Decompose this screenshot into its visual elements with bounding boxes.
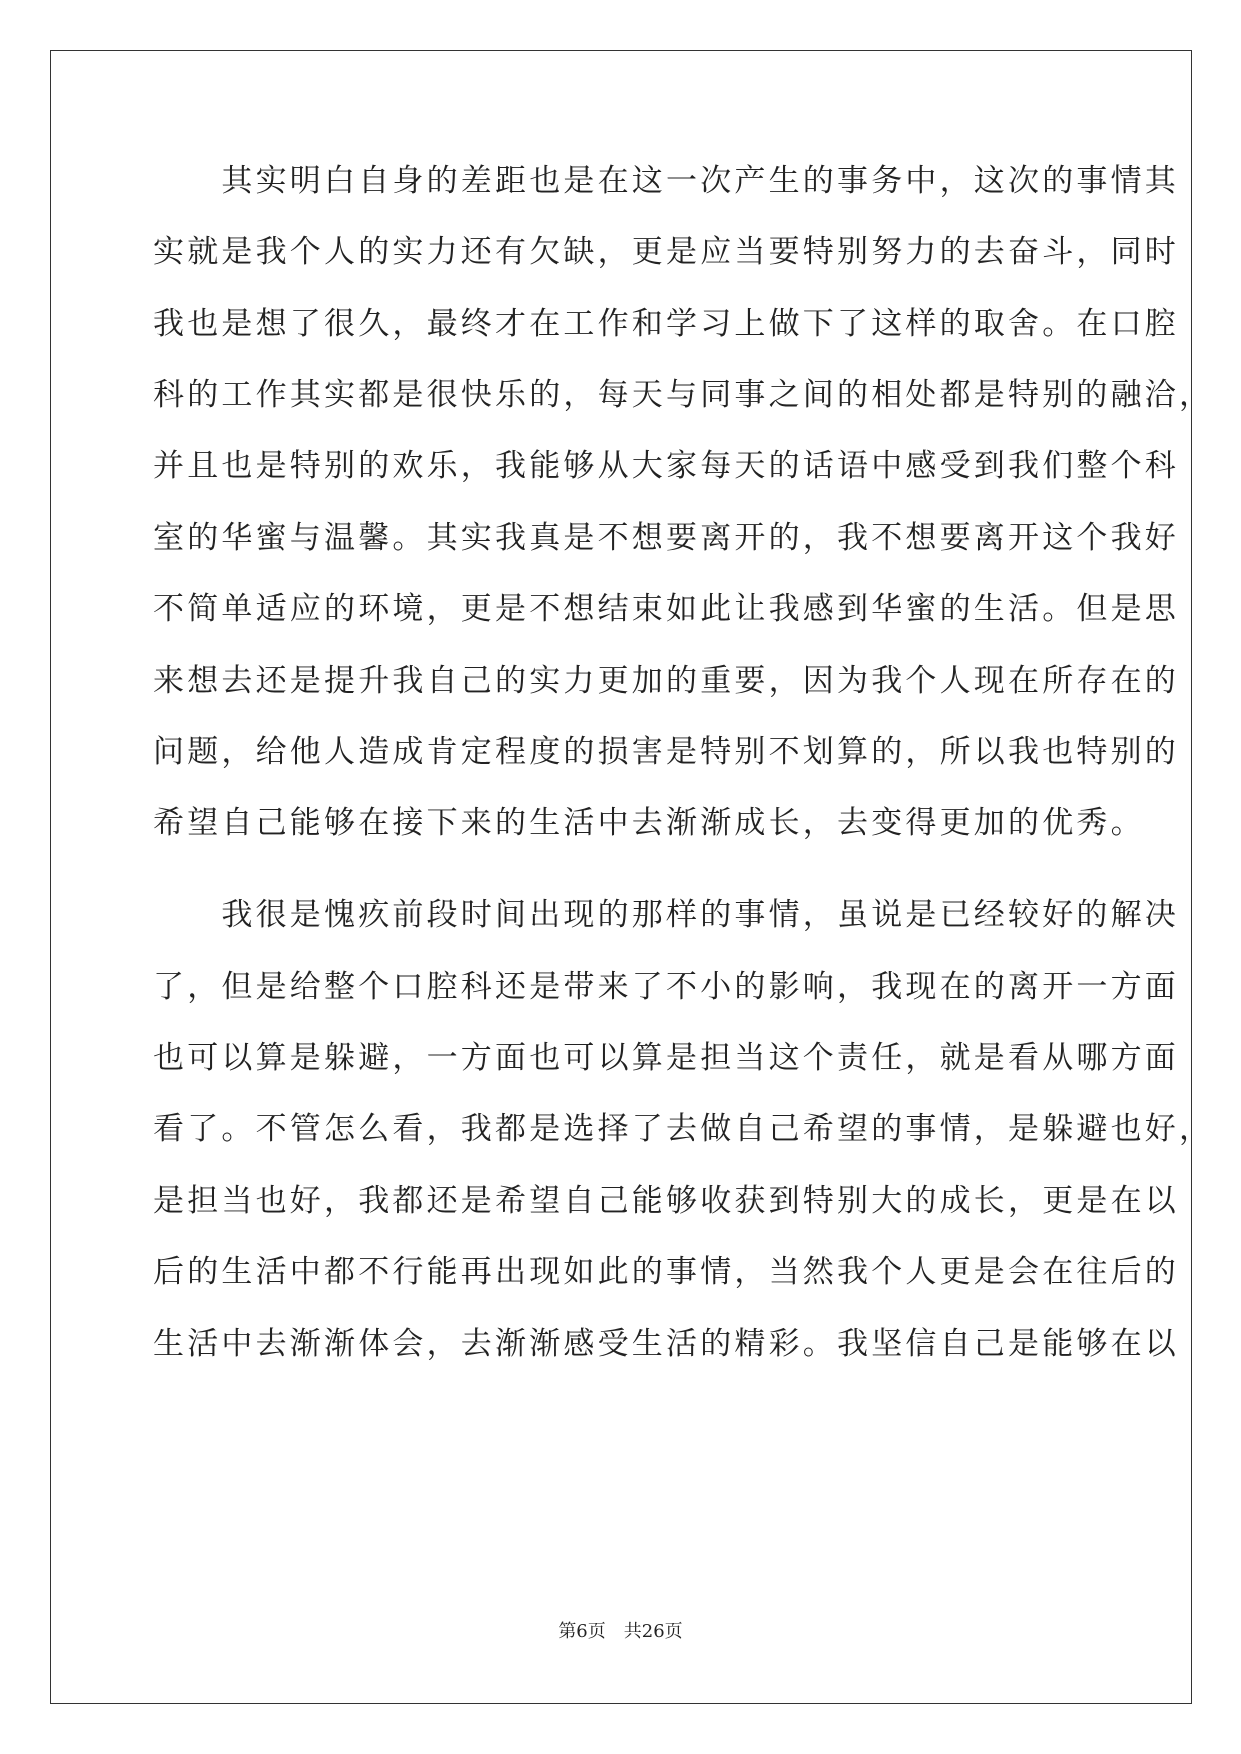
text-line: 并且也是特别的欢乐，我能够从大家每天的话语中感受到我们整个科 (153, 448, 1179, 484)
text-line: 科的工作其实都是很快乐的，每天与同事之间的相处都是特别的融洽， (153, 377, 1214, 413)
text-line: 室的华蜜与温馨。其实我真是不想要离开的，我不想要离开这个我好 (153, 520, 1179, 556)
page-number: 第6页 共26页 (558, 1621, 683, 1642)
text-line: 后的生活中都不行能再出现如此的事情，当然我个人更是会在往后的 (153, 1254, 1179, 1290)
text-line: 不简单适应的环境，更是不想结束如此让我感到华蜜的生活。但是思 (153, 591, 1179, 627)
text-line: 是担当也好，我都还是希望自己能够收获到特别大的成长，更是在以 (153, 1183, 1179, 1219)
text-line: 了，但是给整个口腔科还是带来了不小的影响，我现在的离开一方面 (153, 969, 1179, 1005)
text-line: 问题，给他人造成肯定程度的损害是特别不划算的，所以我也特别的 (153, 734, 1179, 770)
text-line: 实就是我个人的实力还有欠缺，更是应当要特别努力的去奋斗，同时 (153, 234, 1179, 270)
text-line: 我很是愧疚前段时间出现的那样的事情，虽说是已经较好的解决 (153, 897, 1179, 933)
text-line: 我也是想了很久，最终才在工作和学习上做下了这样的取舍。在口腔 (153, 306, 1179, 342)
page-border (50, 50, 1192, 1704)
text-line: 也可以算是躲避，一方面也可以算是担当这个责任，就是看从哪方面 (153, 1040, 1179, 1076)
text-line: 看了。不管怎么看，我都是选择了去做自己希望的事情，是躲避也好， (153, 1111, 1214, 1147)
text-line: 其实明白自身的差距也是在这一次产生的事务中，这次的事情其 (153, 163, 1179, 199)
text-line: 希望自己能够在接下来的生活中去渐渐成长，去变得更加的优秀。 (153, 805, 1145, 841)
text-line: 来想去还是提升我自己的实力更加的重要，因为我个人现在所存在的 (153, 663, 1179, 699)
text-line: 生活中去渐渐体会，去渐渐感受生活的精彩。我坚信自己是能够在以 (153, 1326, 1179, 1362)
